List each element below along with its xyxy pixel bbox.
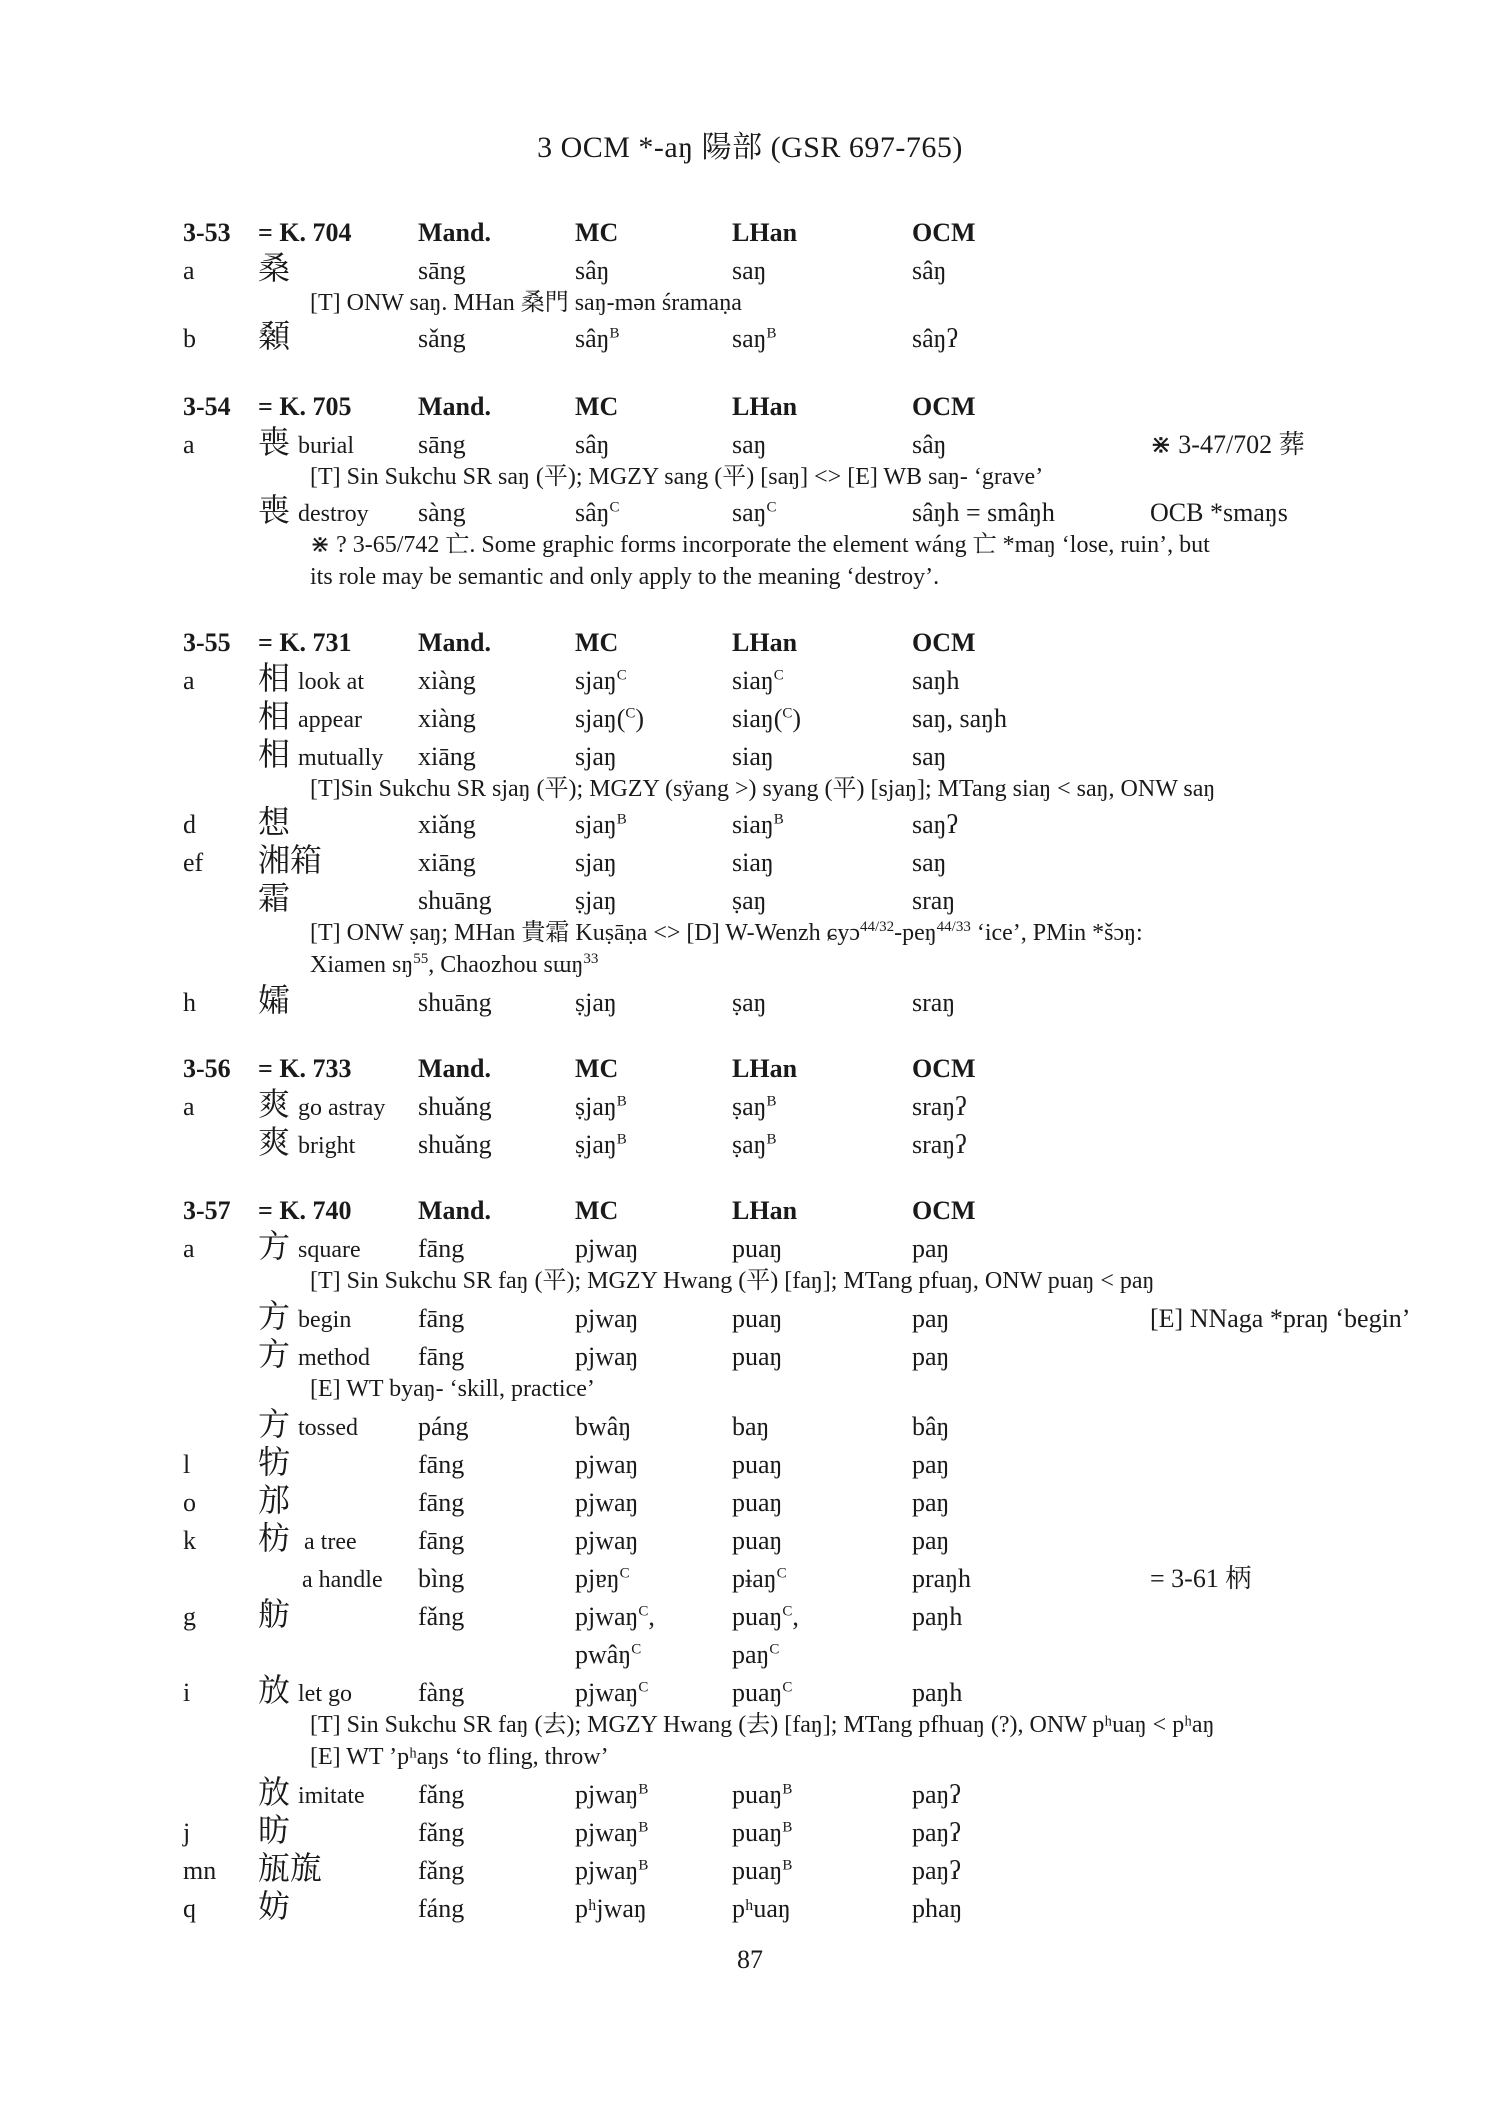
entry-id-cell: a	[183, 1092, 195, 1121]
middle-chinese-cell: ṣjaŋ$^B$	[575, 1130, 627, 1159]
old-chinese-cell: saŋ	[912, 742, 947, 771]
entry-row	[0, 660, 1500, 698]
mandarin-cell: fàng	[418, 1678, 465, 1707]
later-han-cell: LHan	[732, 628, 798, 657]
later-han-cell: ṣaŋ	[732, 886, 767, 915]
middle-chinese-cell: pjwaŋ	[575, 1234, 639, 1263]
graph-cell: 牥	[258, 1444, 291, 1480]
mandarin-cell: Mand.	[418, 1054, 491, 1083]
mandarin-cell: fǎng	[418, 1780, 465, 1809]
entry-id-cell: 3-57	[183, 1196, 231, 1225]
later-han-cell: LHan	[732, 392, 798, 421]
entry-id-cell: h	[183, 988, 196, 1017]
entry-id-cell: o	[183, 1488, 196, 1517]
middle-chinese-cell: pʰjwaŋ	[575, 1894, 647, 1923]
old-chinese-cell: paŋ	[912, 1234, 950, 1263]
middle-chinese-cell: sâŋ$^C$	[575, 498, 620, 527]
entry-id-cell: l	[183, 1450, 191, 1479]
later-han-cell: ṣaŋ	[732, 988, 767, 1017]
old-chinese-cell: sâŋ	[912, 430, 947, 459]
later-han-cell: puaŋ$^B$	[732, 1818, 793, 1847]
entry-row	[0, 424, 1500, 462]
entry-row	[0, 1086, 1500, 1124]
later-han-cell: puaŋ$^C$	[732, 1678, 793, 1707]
later-han-cell: saŋ$^C$	[732, 498, 777, 527]
later-han-cell: puaŋ	[732, 1450, 783, 1479]
graph-cell: = K. 731	[258, 628, 352, 657]
graph-cell: 舫	[258, 1596, 291, 1632]
entry-id-cell: 3-56	[183, 1054, 231, 1083]
later-han-cell: LHan	[732, 1196, 798, 1225]
middle-chinese-cell: pjwaŋ$^C$,	[575, 1602, 655, 1631]
later-han-cell: saŋ	[732, 430, 767, 459]
mandarin-cell: fáng	[418, 1894, 465, 1923]
mandarin-cell: shuǎng	[418, 1092, 492, 1121]
graph-cell: 放 let go	[258, 1672, 353, 1708]
old-chinese-cell: OCM	[912, 628, 976, 657]
old-chinese-cell: sraŋʔ	[912, 1092, 967, 1121]
middle-chinese-cell: sâŋ	[575, 256, 610, 285]
entry-row	[0, 1888, 1500, 1926]
graph-cell: 枋 a tree	[258, 1520, 357, 1556]
entry-note: ⋇ ? 3-65/742 亡. Some graphic forms incorporate the element wáng 亡 *maŋ ‘lose, ruin’, but	[310, 532, 1210, 558]
cross-ref-cell: [E] NNaga *praŋ ‘begin’	[1150, 1304, 1411, 1333]
middle-chinese-cell: sjaŋ$^B$	[575, 810, 627, 839]
mandarin-cell: xiāng	[418, 848, 476, 877]
later-han-cell: siaŋ	[732, 848, 774, 877]
old-chinese-cell: saŋh	[912, 666, 960, 695]
entry-row	[0, 842, 1500, 880]
middle-chinese-cell: pjɐŋ$^C$	[575, 1564, 630, 1593]
middle-chinese-cell: ṣjaŋ	[575, 886, 617, 915]
graph-cell: 霜	[258, 880, 291, 916]
middle-chinese-cell: sjaŋ	[575, 848, 617, 877]
entry-row	[0, 1672, 1500, 1710]
graph-cell: 相 mutually	[258, 736, 384, 772]
series-header-row	[0, 626, 1500, 660]
old-chinese-cell: paŋh	[912, 1678, 963, 1707]
mandarin-cell: sǎng	[418, 324, 466, 353]
graph-cell: 放 imitate	[258, 1774, 365, 1810]
entry-id-cell: j	[183, 1818, 191, 1847]
old-chinese-cell: praŋh	[912, 1564, 972, 1593]
graph-cell: 相 look at	[258, 660, 365, 696]
middle-chinese-cell: pjwaŋ	[575, 1304, 639, 1333]
mandarin-cell: sàng	[418, 498, 466, 527]
old-chinese-cell: paŋ	[912, 1342, 950, 1371]
entry-id-cell: k	[183, 1526, 196, 1555]
old-chinese-cell: paŋ	[912, 1450, 950, 1479]
old-chinese-cell: phaŋ	[912, 1894, 963, 1923]
graph-cell: 昉	[258, 1812, 291, 1848]
entry-row	[0, 1812, 1500, 1850]
entry-id-cell: q	[183, 1894, 196, 1923]
old-chinese-cell: paŋh	[912, 1602, 963, 1631]
later-han-cell: siaŋ$^C$	[732, 666, 784, 695]
old-chinese-cell: paŋʔ	[912, 1856, 961, 1885]
cross-ref-cell: = 3-61 柄	[1150, 1564, 1252, 1593]
entry-row	[0, 250, 1500, 288]
later-han-cell: LHan	[732, 218, 798, 247]
mandarin-cell: fǎng	[418, 1856, 465, 1885]
old-chinese-cell: paŋ	[912, 1304, 950, 1333]
entry-id-cell: a	[183, 666, 195, 695]
series-header-row	[0, 1052, 1500, 1086]
later-han-cell: puaŋ	[732, 1488, 783, 1517]
graph-cell: 相 appear	[258, 698, 362, 734]
entry-row	[0, 492, 1500, 530]
entry-row	[0, 1406, 1500, 1444]
entry-note: [E] WT ’pʰaŋs ‘to fling, throw’	[310, 1744, 609, 1770]
entry-id-cell: ef	[183, 848, 204, 877]
cross-ref-cell: OCB *smaŋs	[1150, 498, 1288, 527]
old-chinese-cell: sâŋh = smâŋh	[912, 498, 1055, 527]
entry-row	[0, 804, 1500, 842]
entry-id-cell: d	[183, 810, 196, 839]
entry-note: [T]Sin Sukchu SR sjaŋ (平); MGZY (sÿang >) syang (平) [sjaŋ]; MTang siaŋ < saŋ, ONW saŋ	[310, 776, 1216, 802]
entry-note: its role may be semantic and only apply to the meaning ‘destroy’.	[310, 564, 940, 590]
graph-cell: 爽 bright	[258, 1124, 356, 1160]
entry-row	[0, 880, 1500, 918]
mandarin-cell: shuǎng	[418, 1130, 492, 1159]
entry-row	[0, 1520, 1500, 1558]
entry-row	[0, 318, 1500, 356]
later-han-cell: LHan	[732, 1054, 798, 1083]
graph-cell: 爽 go astray	[258, 1086, 386, 1122]
mandarin-cell: xiāng	[418, 742, 476, 771]
middle-chinese-cell: sjaŋ($^C$)	[575, 704, 645, 733]
entry-id-cell: a	[183, 1234, 195, 1263]
old-chinese-cell: sraŋ	[912, 988, 956, 1017]
mandarin-cell: shuāng	[418, 988, 492, 1017]
old-chinese-cell: OCM	[912, 1054, 976, 1083]
entry-note: Xiamen $sŋ^{55}$, Chaozhou sɯŋ$^{33}$	[310, 951, 599, 978]
entry-id-cell: b	[183, 324, 196, 353]
middle-chinese-cell: pjwaŋ	[575, 1342, 639, 1371]
mandarin-cell: fǎng	[418, 1602, 465, 1631]
mandarin-cell: Mand.	[418, 392, 491, 421]
graph-cell: 湘箱	[258, 842, 323, 878]
graph-cell: 方 square	[258, 1228, 361, 1264]
graph-cell: = K. 740	[258, 1196, 352, 1225]
mandarin-cell: fāng	[418, 1526, 465, 1555]
entry-id-cell: 3-53	[183, 218, 231, 247]
mandarin-cell: fāng	[418, 1304, 465, 1333]
middle-chinese-cell: pjwaŋ	[575, 1526, 639, 1555]
old-chinese-cell: sraŋ	[912, 886, 956, 915]
old-chinese-cell: saŋʔ	[912, 810, 959, 839]
old-chinese-cell: paŋ	[912, 1488, 950, 1517]
mandarin-cell: fǎng	[418, 1818, 465, 1847]
later-han-cell: siaŋ($^C$)	[732, 704, 802, 733]
graph-cell: 孀	[258, 982, 291, 1018]
mandarin-cell: Mand.	[418, 1196, 491, 1225]
old-chinese-cell: saŋ, saŋh	[912, 704, 1008, 733]
middle-chinese-cell: sâŋ$^B$	[575, 324, 620, 353]
graph-cell: 妨	[258, 1888, 291, 1924]
later-han-cell: pɨaŋ$^C$	[732, 1564, 787, 1593]
mandarin-cell: sāng	[418, 256, 466, 285]
later-han-cell: puaŋ	[732, 1526, 783, 1555]
graph-cell: = K. 705	[258, 392, 352, 421]
entry-row	[0, 1336, 1500, 1374]
middle-chinese-cell: pjwaŋ	[575, 1450, 639, 1479]
later-han-cell: puaŋ$^C$,	[732, 1602, 799, 1631]
page-number: 87	[737, 1945, 763, 1974]
middle-chinese-cell: MC	[575, 392, 619, 421]
later-han-cell: puaŋ	[732, 1342, 783, 1371]
graph-cell: 想	[258, 804, 291, 840]
graph-cell: = K. 704	[258, 218, 352, 247]
later-han-cell: puaŋ$^B$	[732, 1856, 793, 1885]
mandarin-cell: bìng	[418, 1564, 465, 1593]
middle-chinese-cell: pjwaŋ$^B$	[575, 1818, 649, 1847]
graph-cell: 顙	[258, 318, 291, 354]
middle-chinese-cell: bwâŋ	[575, 1412, 632, 1441]
mandarin-cell: xiàng	[418, 666, 476, 695]
later-han-cell: baŋ	[732, 1412, 770, 1441]
later-han-cell: pʰuaŋ	[732, 1894, 791, 1923]
later-han-cell: siaŋ$^B$	[732, 810, 784, 839]
later-han-cell: puaŋ	[732, 1234, 783, 1263]
mandarin-cell: shuāng	[418, 886, 492, 915]
old-chinese-cell: sraŋʔ	[912, 1130, 967, 1159]
middle-chinese-cell: MC	[575, 1054, 619, 1083]
later-han-cell: siaŋ	[732, 742, 774, 771]
old-chinese-cell: bâŋ	[912, 1412, 950, 1441]
later-han-cell: ṣaŋ$^B$	[732, 1130, 777, 1159]
graph-cell: 桑	[258, 250, 291, 286]
mandarin-cell: sāng	[418, 430, 466, 459]
middle-chinese-cell: pjwaŋ$^B$	[575, 1856, 649, 1885]
mandarin-cell: Mand.	[418, 628, 491, 657]
old-chinese-cell: sâŋʔ	[912, 324, 959, 353]
middle-chinese-cell: MC	[575, 218, 619, 247]
entry-row	[0, 1298, 1500, 1336]
middle-chinese-cell: MC	[575, 1196, 619, 1225]
entry-row	[0, 1124, 1500, 1162]
entry-row	[0, 1228, 1500, 1266]
middle-chinese-cell: ṣjaŋ	[575, 988, 617, 1017]
entry-id-cell: 3-54	[183, 392, 231, 421]
old-chinese-cell: paŋ	[912, 1526, 950, 1555]
entry-id-cell: mn	[183, 1856, 217, 1885]
entry-row	[0, 1562, 1500, 1596]
old-chinese-cell: OCM	[912, 392, 976, 421]
entry-row	[0, 1774, 1500, 1812]
entry-row	[0, 1444, 1500, 1482]
entry-row	[0, 698, 1500, 736]
entry-id-cell: g	[183, 1602, 196, 1631]
mandarin-cell: Mand.	[418, 218, 491, 247]
old-chinese-cell: OCM	[912, 218, 976, 247]
middle-chinese-cell: ṣjaŋ$^B$	[575, 1092, 627, 1121]
entry-row	[0, 1596, 1500, 1634]
old-chinese-cell: OCM	[912, 1196, 976, 1225]
entry-id-cell: a	[183, 256, 195, 285]
graph-cell: 方 method	[258, 1336, 371, 1372]
old-chinese-cell: paŋʔ	[912, 1780, 961, 1809]
later-han-cell: saŋ	[732, 256, 767, 285]
mandarin-cell: fāng	[418, 1342, 465, 1371]
entry-note: [T] Sin Sukchu SR faŋ (去); MGZY Hwang (去) [faŋ]; MTang pfhuaŋ (?), ONW pʰuaŋ < pʰaŋ	[310, 1712, 1215, 1738]
entry-note: [T] Sin Sukchu SR saŋ (平); MGZY sang (平) [saŋ] <> [E] WB saŋ- ‘grave’	[310, 464, 1044, 490]
series-header-row	[0, 1194, 1500, 1228]
entry-id-cell: i	[183, 1678, 191, 1707]
entry-row	[0, 982, 1500, 1020]
mandarin-cell: fāng	[418, 1450, 465, 1479]
mandarin-cell: páng	[418, 1412, 469, 1441]
later-han-cell: puaŋ	[732, 1304, 783, 1333]
entry-row	[0, 1638, 1500, 1672]
middle-chinese-cell: sjaŋ	[575, 742, 617, 771]
middle-chinese-cell: pjwaŋ$^B$	[575, 1780, 649, 1809]
mandarin-cell: fāng	[418, 1234, 465, 1263]
page-title: 3 OCM *-aŋ 陽部 (GSR 697-765)	[537, 131, 963, 164]
graph-cell: a handle	[302, 1567, 383, 1593]
later-han-cell: puaŋ$^B$	[732, 1780, 793, 1809]
entry-row	[0, 1482, 1500, 1520]
graph-cell: 瓬旊	[258, 1850, 323, 1886]
entry-id-cell: 3-55	[183, 628, 231, 657]
later-han-cell: saŋ$^B$	[732, 324, 777, 353]
graph-cell: 方 begin	[258, 1298, 352, 1334]
graph-cell: = K. 733	[258, 1054, 352, 1083]
middle-chinese-cell: pjwaŋ	[575, 1488, 639, 1517]
entry-id-cell: a	[183, 430, 195, 459]
old-chinese-cell: saŋ	[912, 848, 947, 877]
entry-row	[0, 736, 1500, 774]
later-han-cell: ṣaŋ$^B$	[732, 1092, 777, 1121]
graph-cell: 喪 burial	[258, 424, 354, 460]
series-header-row	[0, 390, 1500, 424]
middle-chinese-cell: pwâŋ$^C$	[575, 1640, 642, 1669]
entry-note: [T] ONW saŋ. MHan 桑門 saŋ-mən śramaṇa	[310, 290, 742, 316]
cross-ref-cell: ⋇ 3-47/702 葬	[1150, 430, 1305, 459]
mandarin-cell: xiǎng	[418, 810, 476, 839]
entry-note: [T] ONW ṣaŋ; MHan 貴霜 Kuṣāṇa <> [D] W-Wenzh ɕyɔ$^{44/32}$-peŋ$^{44/33}$ ‘ice’, PMin *šɔŋ:	[310, 919, 1143, 946]
graph-cell: 喪 destroy	[258, 492, 369, 528]
graph-cell: 方 tossed	[258, 1406, 359, 1442]
entry-note: [T] Sin Sukchu SR faŋ (平); MGZY Hwang (平) [faŋ]; MTang pfuaŋ, ONW puaŋ < paŋ	[310, 1268, 1155, 1294]
old-chinese-cell: sâŋ	[912, 256, 947, 285]
mandarin-cell: xiàng	[418, 704, 476, 733]
middle-chinese-cell: sâŋ	[575, 430, 610, 459]
entry-row	[0, 1850, 1500, 1888]
middle-chinese-cell: MC	[575, 628, 619, 657]
series-header-row	[0, 216, 1500, 250]
old-chinese-cell: paŋʔ	[912, 1818, 961, 1847]
entry-note: [E] WT byaŋ- ‘skill, practice’	[310, 1376, 595, 1402]
middle-chinese-cell: pjwaŋ$^C$	[575, 1678, 649, 1707]
graph-cell: 邡	[258, 1482, 291, 1518]
mandarin-cell: fāng	[418, 1488, 465, 1517]
middle-chinese-cell: sjaŋ$^C$	[575, 666, 627, 695]
later-han-cell: paŋ$^C$	[732, 1640, 780, 1669]
